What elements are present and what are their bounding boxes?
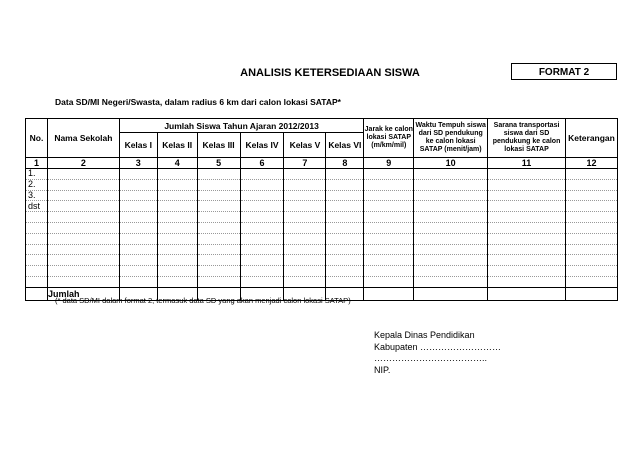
table-row (26, 244, 618, 255)
header-nama-sekolah: Nama Sekolah (47, 119, 119, 158)
column-number: 4 (157, 158, 197, 169)
table-cell (284, 190, 326, 201)
row-number (26, 222, 48, 233)
table-cell (364, 244, 414, 255)
table-cell (284, 276, 326, 287)
column-number: 9 (364, 158, 414, 169)
table-cell (326, 201, 364, 212)
column-number: 2 (47, 158, 119, 169)
table-cell (565, 169, 617, 180)
table-cell (240, 179, 284, 190)
header-jarak: Jarak ke calon lokasi SATAP (m/km/mil) (364, 119, 414, 158)
table-cell (364, 190, 414, 201)
table-cell (119, 201, 157, 212)
table-cell (240, 266, 284, 277)
table-cell (488, 190, 566, 201)
row-number (26, 255, 48, 266)
table-cell (240, 276, 284, 287)
table-cell (119, 179, 157, 190)
header-waktu-tempuh: Waktu Tempuh siswa dari SD pendukung ke calon lokasi SATAP (menit/jam) (414, 119, 488, 158)
table-cell (47, 190, 119, 201)
table-row (26, 266, 618, 277)
table-cell (47, 233, 119, 244)
column-number: 8 (326, 158, 364, 169)
column-number: 1 (26, 158, 48, 169)
row-number (26, 266, 48, 277)
table-cell (364, 255, 414, 266)
table-cell (240, 222, 284, 233)
table-cell (565, 233, 617, 244)
table-cell (414, 201, 488, 212)
table-cell (157, 255, 197, 266)
table-cell (364, 169, 414, 180)
table-cell (157, 222, 197, 233)
table-cell (157, 179, 197, 190)
table-cell (364, 201, 414, 212)
table-row (26, 276, 618, 287)
table-row (26, 190, 618, 201)
table-cell (119, 190, 157, 201)
table-cell (326, 212, 364, 223)
jumlah-label: Jumlah (47, 287, 119, 300)
table-cell (47, 266, 119, 277)
table-cell (119, 244, 157, 255)
table-cell (197, 169, 240, 180)
table-cell (284, 233, 326, 244)
row-number (26, 244, 48, 255)
table-cell (326, 169, 364, 180)
table-cell (47, 201, 119, 212)
signature-name-line: ……………………………….. (374, 353, 488, 363)
table-cell (157, 201, 197, 212)
student-availability-table (25, 118, 618, 301)
row-number (26, 233, 48, 244)
table-cell (414, 190, 488, 201)
table-cell (326, 222, 364, 233)
table-cell (414, 233, 488, 244)
table-cell (364, 276, 414, 287)
table-cell (197, 255, 240, 266)
table-cell (119, 255, 157, 266)
table-cell (197, 190, 240, 201)
row-number: 2. (26, 179, 48, 190)
column-number: 6 (240, 158, 284, 169)
table-cell (326, 179, 364, 190)
table-cell (197, 179, 240, 190)
table-cell (197, 222, 240, 233)
format-label: FORMAT 2 (511, 63, 617, 80)
table-cell (47, 179, 119, 190)
table-cell (119, 212, 157, 223)
table-cell (157, 169, 197, 180)
table-cell (240, 212, 284, 223)
table-cell (565, 244, 617, 255)
table-cell (119, 233, 157, 244)
row-number (26, 276, 48, 287)
table-row (26, 212, 618, 223)
table-cell (364, 266, 414, 277)
table-cell (157, 212, 197, 223)
table-row (26, 233, 618, 244)
table-cell (47, 169, 119, 180)
table-cell (488, 266, 566, 277)
header-sarana-transportasi: Sarana transportasi siswa dari SD pendukung ke calon lokasi SATAP (488, 119, 566, 158)
table-cell (565, 266, 617, 277)
table-cell (47, 276, 119, 287)
table-cell (197, 201, 240, 212)
table-cell (240, 201, 284, 212)
table-cell (364, 179, 414, 190)
table-cell (565, 201, 617, 212)
column-number: 11 (488, 158, 566, 169)
table-row (26, 255, 618, 266)
header-jumlah-siswa: Jumlah Siswa Tahun Ajaran 2012/2013 (119, 119, 364, 133)
column-number: 3 (119, 158, 157, 169)
table-cell (565, 179, 617, 190)
table-cell (157, 276, 197, 287)
table-cell (284, 266, 326, 277)
row-number: 1. (26, 169, 48, 180)
table-cell (47, 244, 119, 255)
table-cell (488, 212, 566, 223)
table-cell (565, 212, 617, 223)
row-number: 3. (26, 190, 48, 201)
column-number: 5 (197, 158, 240, 169)
table-cell (47, 255, 119, 266)
table-cell (47, 222, 119, 233)
table-cell (197, 244, 240, 255)
table-cell (157, 190, 197, 201)
table-cell (157, 266, 197, 277)
table-cell (119, 169, 157, 180)
document-title: ANALISIS KETERSEDIAAN SISWA (240, 67, 420, 79)
table-cell (414, 169, 488, 180)
table-cell (326, 233, 364, 244)
table-cell (119, 266, 157, 277)
table-cell (488, 222, 566, 233)
table-cell (240, 233, 284, 244)
table-cell (364, 222, 414, 233)
header-kelas-4: Kelas IV (240, 133, 284, 158)
table-cell (326, 266, 364, 277)
table-cell (488, 233, 566, 244)
table-cell (565, 190, 617, 201)
table-cell (197, 276, 240, 287)
table-cell (284, 255, 326, 266)
column-number: 7 (284, 158, 326, 169)
signature-nip: NIP. (374, 365, 391, 375)
table-row (26, 179, 618, 190)
header-kelas-1: Kelas I (119, 133, 157, 158)
table-cell (157, 244, 197, 255)
table-cell (414, 255, 488, 266)
table-row (26, 169, 618, 180)
table-cell (326, 190, 364, 201)
column-number: 10 (414, 158, 488, 169)
table-cell (326, 255, 364, 266)
signature-title: Kepala Dinas Pendidikan (374, 330, 475, 340)
table-cell (488, 201, 566, 212)
table-cell (119, 276, 157, 287)
table-cell (197, 266, 240, 277)
header-kelas-5: Kelas V (284, 133, 326, 158)
header-kelas-2: Kelas II (157, 133, 197, 158)
table-cell (197, 233, 240, 244)
table-cell (119, 222, 157, 233)
table-cell (47, 212, 119, 223)
table-cell (414, 276, 488, 287)
table-cell (284, 169, 326, 180)
table-cell (414, 244, 488, 255)
table-cell (284, 212, 326, 223)
table-cell (157, 233, 197, 244)
table-cell (414, 212, 488, 223)
table-cell (414, 179, 488, 190)
table-cell (364, 212, 414, 223)
row-number (26, 212, 48, 223)
table-cell (565, 255, 617, 266)
table-cell (240, 169, 284, 180)
table-cell (284, 244, 326, 255)
table-cell (565, 222, 617, 233)
table-cell (240, 244, 284, 255)
table-cell (488, 179, 566, 190)
table-cell (488, 255, 566, 266)
document-subtitle: Data SD/MI Negeri/Swasta, dalam radius 6 km dari calon lokasi SATAP* (55, 97, 341, 107)
table-cell (488, 244, 566, 255)
header-no: No. (26, 119, 48, 158)
table-cell (414, 222, 488, 233)
header-keterangan: Keterangan (565, 119, 617, 158)
table-cell (240, 190, 284, 201)
signature-kabupaten: Kabupaten ……………………… (374, 342, 502, 352)
table-cell (364, 233, 414, 244)
table-cell (414, 266, 488, 277)
header-kelas-6: Kelas VI (326, 133, 364, 158)
table-cell (284, 179, 326, 190)
table-cell (240, 255, 284, 266)
table-cell (326, 276, 364, 287)
table-row (26, 222, 618, 233)
table-cell (488, 276, 566, 287)
table-row (26, 201, 618, 212)
table-cell (326, 244, 364, 255)
table-cell (197, 212, 240, 223)
column-number: 12 (565, 158, 617, 169)
table-cell (488, 169, 566, 180)
row-number: dst (26, 201, 48, 212)
table-cell (284, 201, 326, 212)
footnote: (* data SD/MI dalam format 2, termasuk data SD yang akan menjadi calon lokasi SATAP) (55, 296, 351, 305)
table-cell (284, 222, 326, 233)
table-cell (565, 276, 617, 287)
header-kelas-3: Kelas III (197, 133, 240, 158)
column-number-row (26, 158, 618, 169)
